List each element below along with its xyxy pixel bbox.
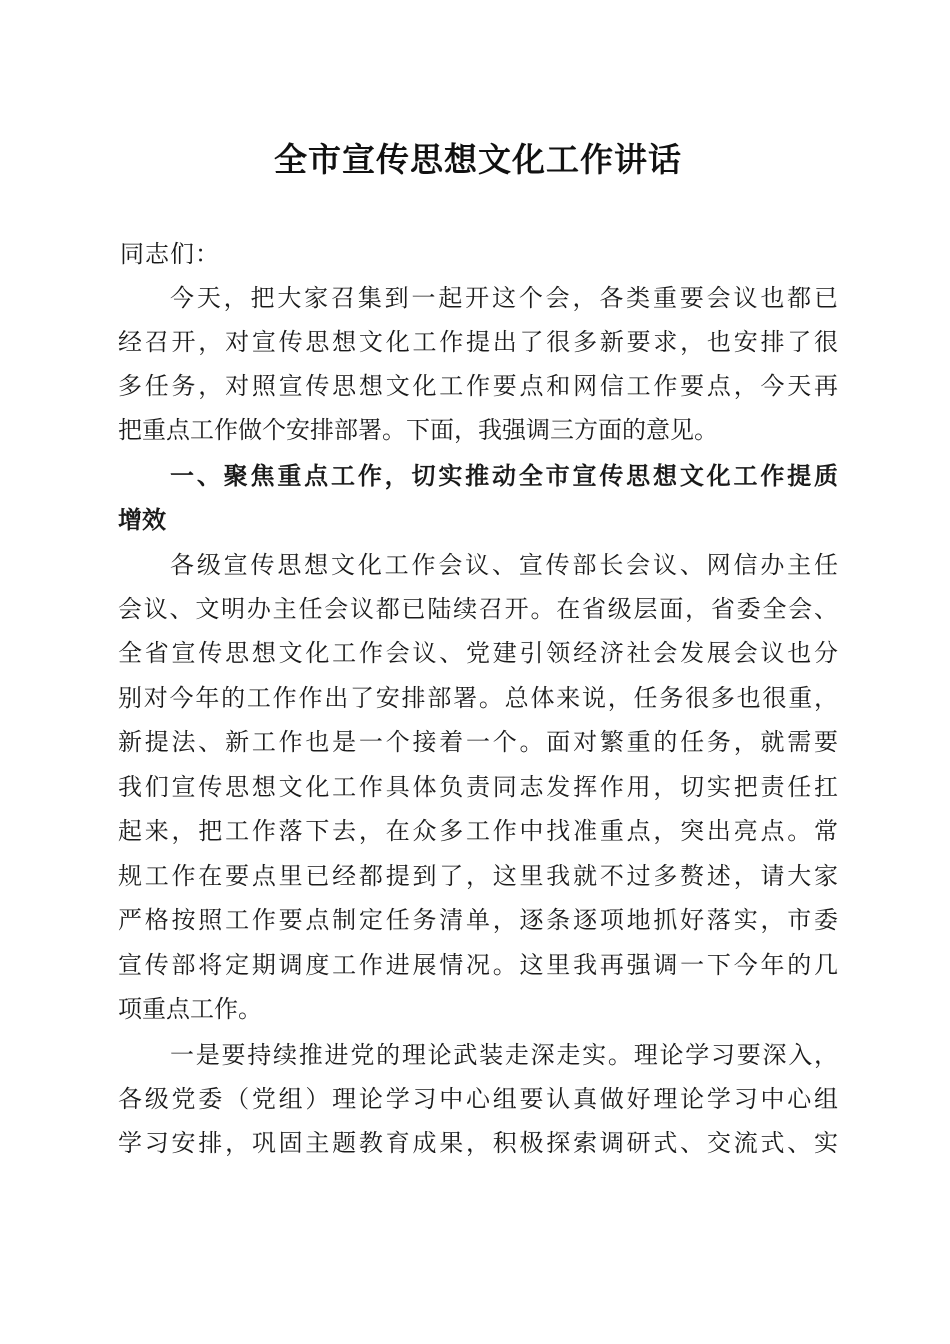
section1-line-7: 起来，把工作落下去，在众多工作中找准重点，突出亮点。常 [118,817,838,845]
point1-line-1 [170,1033,838,1077]
section1-line-6: 我们宣传思想文化工作具体负责同志发挥作用，切实把责任扛 [118,773,838,801]
section1-line-2: 会议、文明办主任会议都已陆续召开。在省级层面，省委全会、 [118,595,838,623]
section1-heading-line-2: 增效 [118,505,166,534]
section1-line-11: 项重点工作。 [118,995,262,1023]
section1-line-8: 规工作在要点里已经都提到了，这里我就不过多赘述，请大家 [118,862,838,890]
section1-line-4: 别对今年的工作作出了安排部署。总体来说，任务很多也很重， [118,684,838,712]
section1-line-5: 新提法、新工作也是一个接着一个。面对繁重的任务，就需要 [118,728,838,756]
section1-line-3: 全省宣传思想文化工作会议、党建引领经济社会发展会议也分 [118,639,838,667]
section1-heading-line-1: 一、聚焦重点工作，切实推动全市宣传思想文化工作提质 [170,461,838,490]
point1-line-3: 学习安排，巩固主题教育成果，积极探索调研式、交流式、实 [118,1129,838,1157]
intro-line-2: 经召开，对宣传思想文化工作提出了很多新要求，也安排了很 [118,328,838,356]
intro-line-1: 今天，把大家召集到一起开这个会，各类重要会议也都已 [170,284,838,312]
point1-first-rest: 理论学习要深入， [633,1041,839,1069]
point1-line-2: 各级党委（党组）理论学习中心组要认真做好理论学习中心组 [118,1085,838,1113]
section1-line-1: 各级宣传思想文化工作会议、宣传部长会议、网信办主任 [170,551,838,579]
intro-line-4: 把重点工作做个安排部署。下面，我强调三方面的意见。 [118,416,718,444]
section1-line-9: 严格按照工作要点制定任务清单，逐条逐项地抓好落实，市委 [118,906,838,934]
intro-line-3: 多任务，对照宣传思想文化工作要点和网信工作要点，今天再 [118,372,838,400]
point1-lead: 一是要持续推进党的理论武装走深走实。 [170,1041,634,1069]
section1-line-10: 宣传部将定期调度工作进展情况。这里我再强调一下今年的几 [118,951,838,979]
document-title: 全市宣传思想文化工作讲话 [274,140,682,179]
salutation: 同志们： [120,240,220,268]
